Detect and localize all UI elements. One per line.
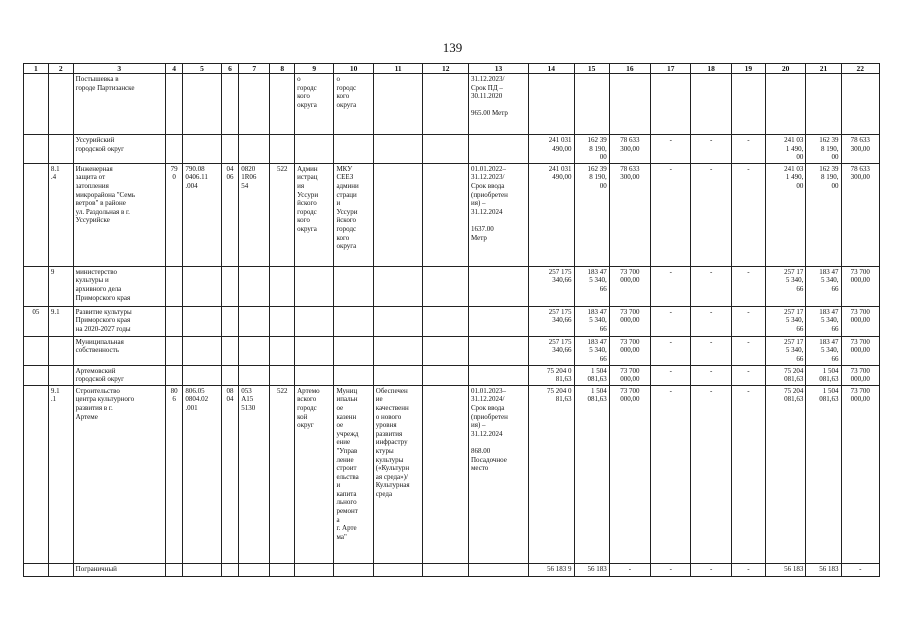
table-cell — [373, 74, 423, 135]
table-cell: Строительство центра культурного развития в г. Артеме — [73, 385, 165, 563]
table-cell: 162 39 8 190, 00 — [574, 135, 609, 164]
table-cell: 1 504 081,63 — [806, 365, 841, 385]
table-cell: - — [651, 385, 691, 563]
table-cell: - — [651, 336, 691, 365]
table-cell — [221, 365, 239, 385]
header-cell: 18 — [691, 64, 731, 74]
table-cell — [183, 135, 221, 164]
table-row — [24, 385, 880, 563]
table-row — [24, 563, 880, 576]
table-cell: 78 633 300,00 — [841, 135, 879, 164]
table-cell: - — [731, 135, 765, 164]
table-cell — [423, 74, 469, 135]
table-cell — [165, 336, 183, 365]
table-cell: Артемовский городской округ — [73, 365, 165, 385]
table-cell: - — [651, 163, 691, 266]
header-cell: 8 — [270, 64, 295, 74]
table-cell — [373, 306, 423, 336]
table-cell — [24, 266, 49, 306]
table-cell: Админ истрац ия Уссури йского городс кого округа — [295, 163, 334, 266]
table-cell: 05 — [24, 306, 49, 336]
table-cell — [334, 336, 373, 365]
table-cell: 1 504 081,63 — [806, 385, 841, 563]
table-cell: 73 700 000,00 — [609, 365, 650, 385]
table-cell: - — [731, 163, 765, 266]
table-cell: - — [651, 135, 691, 164]
table-cell: 56 183 — [806, 563, 841, 576]
table-cell: - — [691, 336, 731, 365]
table-cell: министерство культуры и архивного дела Приморского края — [73, 266, 165, 306]
table-cell: - — [651, 563, 691, 576]
table-cell: 257 175 340,66 — [529, 266, 575, 306]
table-cell: 78 633 300,00 — [609, 163, 650, 266]
header-cell: 2 — [48, 64, 73, 74]
table-cell — [270, 135, 295, 164]
header-cell: 13 — [468, 64, 528, 74]
table-cell — [468, 306, 528, 336]
table-cell — [24, 563, 49, 576]
table-cell: 56 183 — [574, 563, 609, 576]
table-cell — [239, 336, 270, 365]
table-cell — [221, 135, 239, 164]
table-cell — [183, 365, 221, 385]
table-cell — [529, 74, 575, 135]
table-cell — [295, 135, 334, 164]
table-cell — [165, 266, 183, 306]
table-cell — [691, 74, 731, 135]
table-cell — [221, 266, 239, 306]
table-cell — [183, 74, 221, 135]
table-cell: - — [691, 385, 731, 563]
table-row — [24, 306, 880, 336]
table-cell — [373, 163, 423, 266]
table-cell — [295, 266, 334, 306]
header-cell: 22 — [841, 64, 879, 74]
table-cell — [373, 266, 423, 306]
table-cell — [239, 306, 270, 336]
table-cell — [24, 385, 49, 563]
table-cell — [48, 74, 73, 135]
table-cell — [165, 135, 183, 164]
table-cell: 73 700 000,00 — [841, 306, 879, 336]
table-cell: 790.08 0406.11 .004 — [183, 163, 221, 266]
table-cell — [24, 135, 49, 164]
table-cell: - — [691, 163, 731, 266]
header-cell: 3 — [73, 64, 165, 74]
table-cell — [468, 266, 528, 306]
table-cell: 9.1 .1 — [48, 385, 73, 563]
table-row — [24, 336, 880, 365]
table-cell: Пограничный — [73, 563, 165, 576]
table-cell — [334, 135, 373, 164]
table-cell: 73 700 000,00 — [841, 266, 879, 306]
table-cell: 75 204 0 81,63 — [529, 385, 575, 563]
table-cell — [423, 563, 469, 576]
table-cell: - — [731, 385, 765, 563]
table-cell: - — [731, 266, 765, 306]
table-cell — [239, 266, 270, 306]
table-cell: 183 47 5 340, 66 — [574, 336, 609, 365]
table-row — [24, 163, 880, 266]
table-cell: 04 06 — [221, 163, 239, 266]
table-cell: - — [691, 266, 731, 306]
table-cell: 56 183 9 — [529, 563, 575, 576]
table-cell — [221, 336, 239, 365]
table-cell — [295, 336, 334, 365]
table-cell: - — [609, 563, 650, 576]
table-cell: - — [731, 306, 765, 336]
budget-table — [23, 63, 880, 577]
header-cell: 4 — [165, 64, 183, 74]
table-cell — [423, 365, 469, 385]
table-cell — [239, 74, 270, 135]
table-cell: 0820 1R06 54 — [239, 163, 270, 266]
table-cell: 73 700 000,00 — [609, 385, 650, 563]
table-cell: 73 700 000,00 — [841, 365, 879, 385]
header-cell: 1 — [24, 64, 49, 74]
table-cell: 257 175 340,66 — [529, 336, 575, 365]
table-cell — [468, 563, 528, 576]
table-cell — [468, 336, 528, 365]
table-cell: 241 03 1 490, 00 — [766, 163, 806, 266]
table-cell — [165, 563, 183, 576]
table-cell: - — [731, 365, 765, 385]
table-cell: - — [731, 563, 765, 576]
table-cell — [373, 336, 423, 365]
table-cell — [334, 365, 373, 385]
table-cell — [334, 563, 373, 576]
table-cell — [270, 306, 295, 336]
header-cell: 15 — [574, 64, 609, 74]
table-cell — [373, 365, 423, 385]
table-cell: Постышевка в городе Партизанске — [73, 74, 165, 135]
table-cell — [468, 135, 528, 164]
table-cell — [183, 266, 221, 306]
table-cell: 73 700 000,00 — [609, 266, 650, 306]
table-cell — [270, 563, 295, 576]
table-cell: 73 700 000,00 — [841, 336, 879, 365]
table-cell: 241 031 490,00 — [529, 135, 575, 164]
table-cell: 8.1 .4 — [48, 163, 73, 266]
table-cell: 257 17 5 340, 66 — [766, 336, 806, 365]
table-cell — [270, 74, 295, 135]
table-cell: 162 39 8 190, 00 — [806, 163, 841, 266]
table-cell: 75 204 081,63 — [766, 365, 806, 385]
table-cell — [731, 74, 765, 135]
table-cell — [270, 336, 295, 365]
table-cell — [295, 563, 334, 576]
table-cell — [239, 365, 270, 385]
table-cell: 257 17 5 340, 66 — [766, 306, 806, 336]
table-cell — [806, 74, 841, 135]
table-cell — [609, 74, 650, 135]
table-cell — [24, 163, 49, 266]
table-cell: МКУ СЕЕЗ админи страци и Уссури йского городс кого округа — [334, 163, 373, 266]
table-cell: - — [731, 336, 765, 365]
table-cell — [373, 135, 423, 164]
table-cell: 183 47 5 340, 66 — [806, 266, 841, 306]
header-cell: 20 — [766, 64, 806, 74]
table-cell — [295, 306, 334, 336]
table-cell — [334, 306, 373, 336]
table-cell: - — [651, 365, 691, 385]
table-cell — [766, 74, 806, 135]
table-cell — [24, 336, 49, 365]
table-cell — [423, 385, 469, 563]
table-cell: Муниц ипальн ое казенн ое учрежд ение "Управ ление строит ельства и капита льного ремонт а г. Арте ма" — [334, 385, 373, 563]
table-cell — [423, 306, 469, 336]
table-cell: 73 700 000,00 — [609, 306, 650, 336]
header-cell: 12 — [423, 64, 469, 74]
header-cell: 5 — [183, 64, 221, 74]
table-cell: - — [691, 306, 731, 336]
table-cell — [24, 74, 49, 135]
header-cell: 10 — [334, 64, 373, 74]
table-cell — [183, 563, 221, 576]
table-cell: 01.01.2022– 31.12.2023/ Срок ввода (приобретен ия) – 31.12.2024 1637.00 Метр — [468, 163, 528, 266]
table-cell: 56 183 — [766, 563, 806, 576]
table-cell: 78 633 300,00 — [609, 135, 650, 164]
table-cell: Развитие культуры Приморского края на 2020-2027 годы — [73, 306, 165, 336]
table-cell: 80 6 — [165, 385, 183, 563]
table-cell: 522 — [270, 385, 295, 563]
table-cell: 162 39 8 190, 00 — [574, 163, 609, 266]
table-cell: 053 A15 5130 — [239, 385, 270, 563]
table-cell — [221, 74, 239, 135]
table-cell — [295, 365, 334, 385]
table-cell: - — [691, 135, 731, 164]
table-cell: 183 47 5 340, 66 — [806, 306, 841, 336]
table-cell: Муниципальная собственность — [73, 336, 165, 365]
table-cell — [423, 266, 469, 306]
header-cell: 16 — [609, 64, 650, 74]
table-cell: 31.12.2023/ Срок ПД – 30.11.2020 965.00 Метр — [468, 74, 528, 135]
table-cell: о городс кого округа — [295, 74, 334, 135]
table-cell — [221, 306, 239, 336]
table-cell — [423, 135, 469, 164]
table-cell — [270, 365, 295, 385]
page-number: 139 — [442, 40, 463, 55]
header-cell: 9 — [295, 64, 334, 74]
table-cell — [165, 365, 183, 385]
table-cell — [48, 365, 73, 385]
header-cell: 14 — [529, 64, 575, 74]
header-cell: 7 — [239, 64, 270, 74]
table-cell — [423, 336, 469, 365]
header-cell: 11 — [373, 64, 423, 74]
table-cell: 01.01.2023– 31.12.2024/ Срок ввода (приобретен ия) – 31.12.2024 868.00 Посадочное место — [468, 385, 528, 563]
table-cell — [373, 563, 423, 576]
table-cell: Инженерная защита от затопления микрорайона "Семь ветров" в районе ул. Раздольная в г. Уссурийске — [73, 163, 165, 266]
table-cell — [334, 266, 373, 306]
table-cell — [841, 74, 879, 135]
table-cell — [48, 563, 73, 576]
table-cell: - — [651, 306, 691, 336]
header-row — [24, 64, 880, 74]
table-cell: 257 17 5 340, 66 — [766, 266, 806, 306]
table-cell — [165, 74, 183, 135]
table-cell: 75 204 0 81,63 — [529, 365, 575, 385]
header-cell: 6 — [221, 64, 239, 74]
table-cell — [270, 266, 295, 306]
table-cell — [574, 74, 609, 135]
table-cell: 73 700 000,00 — [609, 336, 650, 365]
table-cell: - — [841, 563, 879, 576]
table-cell: 1 504 081,63 — [574, 385, 609, 563]
header-cell: 21 — [806, 64, 841, 74]
table-cell: 806.05 0804.02 .001 — [183, 385, 221, 563]
table-cell: 78 633 300,00 — [841, 163, 879, 266]
table-cell — [468, 365, 528, 385]
table-cell — [48, 336, 73, 365]
table-cell: - — [651, 266, 691, 306]
table-row — [24, 266, 880, 306]
table-cell — [24, 365, 49, 385]
table-cell: Уссурийский городской округ — [73, 135, 165, 164]
table-cell: Обеспечен ие качественн о нового уровня развития инфрастру ктуры культуры («Культурн ая среда»)/ Культурная среда — [373, 385, 423, 563]
table-cell — [48, 135, 73, 164]
table-cell: 73 700 000,00 — [841, 385, 879, 563]
table-cell: - — [691, 365, 731, 385]
table-cell — [221, 563, 239, 576]
header-cell: 17 — [651, 64, 691, 74]
table-cell: 08 04 — [221, 385, 239, 563]
table-cell: 1 504 081,63 — [574, 365, 609, 385]
table-cell: 241 03 1 490, 00 — [766, 135, 806, 164]
table-row — [24, 74, 880, 135]
table-cell — [183, 336, 221, 365]
table-cell: 241 031 490,00 — [529, 163, 575, 266]
table-cell: - — [691, 563, 731, 576]
table-row — [24, 365, 880, 385]
table-cell: 522 — [270, 163, 295, 266]
table-row — [24, 135, 880, 164]
table-cell: о городс кого округа — [334, 74, 373, 135]
table-cell — [651, 74, 691, 135]
table-cell: 183 47 5 340, 66 — [574, 266, 609, 306]
table-cell: 9.1 — [48, 306, 73, 336]
table-cell: 183 47 5 340, 66 — [574, 306, 609, 336]
table-cell — [183, 306, 221, 336]
table-cell: 162 39 8 190, 00 — [806, 135, 841, 164]
table-cell — [165, 306, 183, 336]
table-cell: 75 204 081,63 — [766, 385, 806, 563]
table-cell — [239, 563, 270, 576]
header-cell: 19 — [731, 64, 765, 74]
table-cell — [239, 135, 270, 164]
table-cell: 9 — [48, 266, 73, 306]
table-cell: 257 175 340,66 — [529, 306, 575, 336]
table-cell — [423, 163, 469, 266]
table-cell: 183 47 5 340, 66 — [806, 336, 841, 365]
table-cell: 79 0 — [165, 163, 183, 266]
table-cell: Артемо вского городс кой округ — [295, 385, 334, 563]
